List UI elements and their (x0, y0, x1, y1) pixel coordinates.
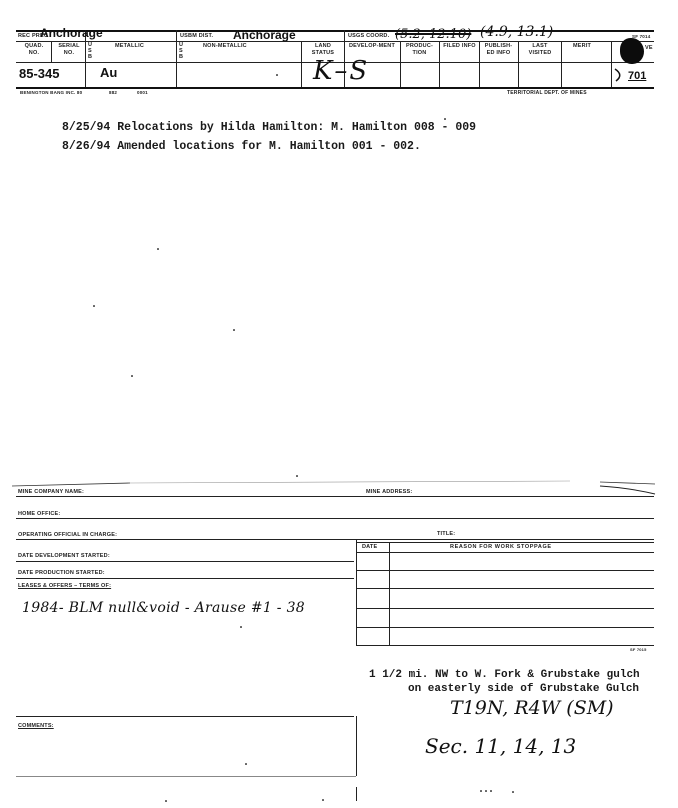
note-line: 8/26/94 Amended locations for M. Hamilton 001 - 002. (62, 140, 421, 153)
rec-prec-label: REC PREC (18, 33, 49, 39)
speck (245, 763, 247, 765)
location-typed-1: 1 1/2 mi. NW to W. Fork & Grubstake gulch (369, 669, 640, 681)
col-production: PRODUC-TION (405, 43, 434, 56)
vsep (400, 41, 401, 87)
form-rule (16, 539, 654, 540)
table-row-line (356, 570, 654, 571)
form-rule (16, 518, 654, 519)
location-hw-2: Sec. 11, 14, 13 (425, 734, 577, 758)
vsep (301, 41, 302, 87)
vsep (518, 41, 519, 87)
ink-blot (620, 38, 644, 64)
usgs-coord-value: (4.9, 13.1) (480, 24, 554, 40)
speck (296, 475, 298, 477)
speck (480, 790, 482, 792)
header-bottom-rule (16, 87, 654, 89)
col-filed-info: FILED INFO (443, 43, 476, 49)
comments-vline (356, 716, 357, 776)
col-active: VE (645, 45, 653, 51)
col-last-visited: LAST VISITED (528, 43, 552, 56)
vsep (561, 41, 562, 87)
table-vline (389, 542, 390, 645)
speck (131, 375, 133, 377)
col-quad-no: QUAD. NO. (24, 43, 44, 56)
corner-value: 701 (628, 70, 647, 82)
land-status-value: K–S (313, 56, 370, 86)
title-label: TITLE: (437, 531, 456, 537)
printer-code-1: 882 (109, 90, 118, 95)
leases-handwritten: 1984- BLM null&void - Arause #1 - 38 (22, 600, 306, 616)
speck (490, 790, 492, 792)
speck (485, 790, 487, 792)
table-row-line (356, 627, 654, 628)
col-usb-2: U S B (179, 42, 184, 60)
col-serial-no: SERIAL NO. (58, 43, 80, 56)
quad-value: 85-345 (19, 66, 60, 81)
col-published-info: PUBLISH-ED INFO (484, 43, 513, 56)
reason-col-label: REASON FOR WORK STOPPAGE (450, 544, 552, 550)
speck (233, 329, 235, 331)
date-development-label: DATE DEVELOPMENT STARTED: (18, 553, 110, 559)
usgs-coord-label: USGS COORD. (348, 33, 390, 39)
note-line: 8/25/94 Relocations by Hilda Hamilton: M. Hamilton 008 - 009 (62, 121, 477, 134)
speck (240, 626, 242, 628)
header-mid-rule (16, 41, 654, 42)
usbm-dist-value: Anchorage (233, 28, 296, 42)
vsep (439, 41, 440, 87)
speck (276, 74, 278, 76)
metallic-value: Au (100, 65, 118, 80)
table-row-line (356, 645, 654, 646)
territorial-dept: TERRITORIAL DEPT. OF MINES (507, 90, 587, 96)
col-development: DEVELOP-MENT (348, 43, 396, 49)
form-rule (16, 578, 354, 579)
corner-curve (612, 66, 626, 84)
col-usb-1: U S B (88, 42, 93, 60)
location-hw-1: T19N, R4W (SM) (450, 697, 614, 719)
form-rule (16, 716, 354, 717)
form-rule (356, 542, 654, 543)
mine-address-label: MINE ADDRESS: (366, 489, 413, 495)
table-row-line (356, 588, 654, 589)
table-row-line (356, 552, 654, 553)
form-rule (16, 561, 354, 562)
form-number-top: SF 7014 (632, 34, 651, 39)
comments-vline (356, 787, 357, 801)
form-rule (16, 496, 654, 497)
col-nonmetallic: NON-METALLIC (203, 43, 247, 49)
comments-label: COMMENTS: (18, 723, 54, 729)
speck (512, 791, 514, 793)
lower-form-top-rule (10, 478, 660, 498)
col-land-status: LAND STATUS (311, 43, 335, 56)
printer-line: BENINGTON BANG INC. 80 (20, 90, 83, 95)
printer-code-2: 0001 (137, 90, 148, 95)
location-typed-2: on easterly side of Grubstake Gulch (408, 683, 640, 695)
table-vline (356, 539, 357, 645)
speck (444, 118, 446, 120)
speck (322, 799, 324, 801)
speck (93, 305, 95, 307)
form-rule (16, 776, 356, 777)
vsep (176, 30, 177, 87)
mine-company-name-label: MINE COMPANY NAME: (18, 489, 85, 495)
leases-label: LEASES & OFFERS – TERMS OF: (18, 583, 112, 589)
date-production-label: DATE PRODUCTION STARTED: (18, 570, 105, 576)
table-row-line (356, 608, 654, 609)
col-merit: MERIT (573, 43, 592, 49)
speck (157, 248, 159, 250)
col-metallic: METALLIC (115, 43, 144, 49)
usbm-dist-label: USBM DIST. (180, 33, 214, 39)
form-number-bottom: SF 7015 (630, 647, 647, 652)
operating-official-label: OPERATING OFFICIAL IN CHARGE: (18, 532, 118, 538)
usgs-coord-struck: (5.2, 12.10) (395, 27, 472, 42)
speck (165, 800, 167, 802)
date-col-label: DATE (362, 544, 378, 550)
vsep (51, 41, 52, 62)
rec-prec-value: Anchorage (40, 26, 103, 40)
vsep (479, 41, 480, 87)
header-top-rule (16, 30, 654, 32)
home-office-label: HOME OFFICE: (18, 511, 61, 517)
